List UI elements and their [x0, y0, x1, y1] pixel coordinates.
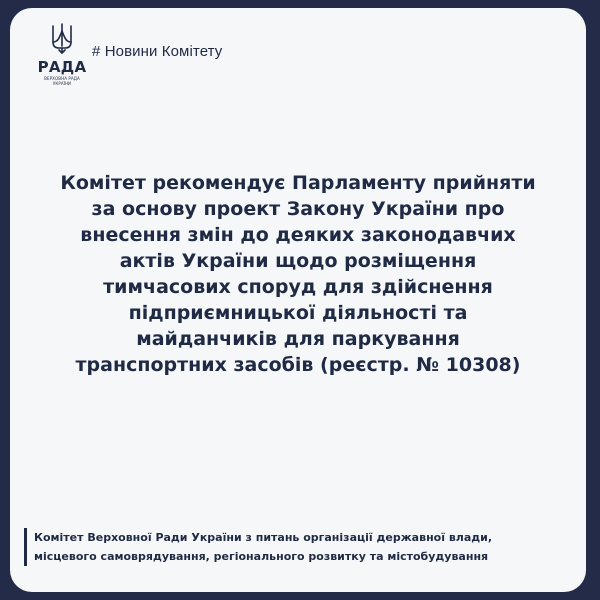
trident-icon	[50, 22, 74, 56]
footer-line-2: місцевого самоврядування, регіонального розвитку та містобудування	[34, 550, 489, 563]
logo-title: РАДА	[37, 58, 87, 76]
footer-line-1: Комітет Верховної Ради України з питань організації державної влади,	[34, 531, 493, 544]
committee-footer	[24, 528, 579, 566]
section-hashtag: # Новини Комітету	[92, 43, 223, 60]
news-card	[10, 8, 586, 592]
verkhovna-rada-logo	[36, 22, 88, 86]
news-headline: Комітет рекомендує Парламенту прийняти за основу проект Закону України про внесення змін до деяких законодавчих актів України щодо розміщення тимчасових споруд для здійснення підприємницької діяльності та майданчиків для паркування транспортних засобів (реєстр. № 10308)	[60, 172, 536, 376]
logo-subtitle: ВЕРХОВНА РАДА УКРАЇНИ	[44, 76, 80, 86]
